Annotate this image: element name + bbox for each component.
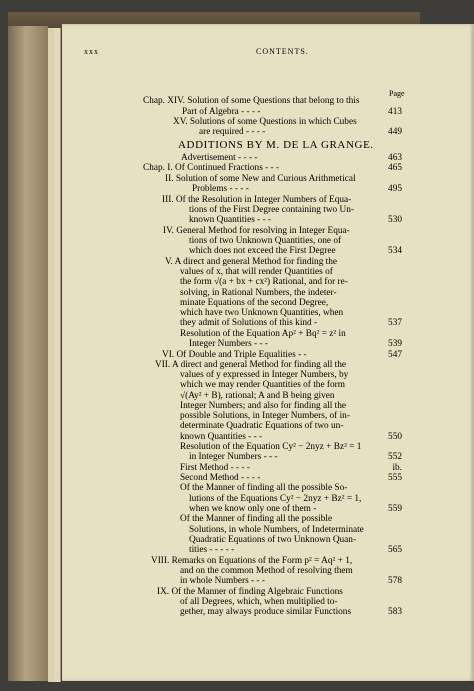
toc-page-number: 495 xyxy=(388,184,402,194)
toc-line: Problems - - - - xyxy=(192,184,249,194)
toc-line: solving, in Rational Numbers, the indeter- xyxy=(180,288,337,298)
toc-line: known Quantities - - - xyxy=(189,215,272,225)
toc-line: values of x, that will render Quantities of xyxy=(180,267,333,277)
toc-line: in whole Numbers - - - xyxy=(180,576,265,586)
toc-page-number: 578 xyxy=(388,576,402,586)
toc-line: √(Ay² + B), rational; A and B being given xyxy=(180,391,335,401)
running-title: CONTENTS. xyxy=(256,47,309,56)
page-number: xxx xyxy=(84,47,99,56)
toc-line: II. Solution of some New and Curious Arithmetical xyxy=(165,174,356,184)
toc-line: XV. Solutions of some Questions in which Cubes xyxy=(173,117,357,127)
toc-page-number: 583 xyxy=(388,607,402,617)
toc-line: when we know only one of them - xyxy=(189,504,317,514)
toc-page-number: 550 xyxy=(388,432,402,442)
toc-line: Part of Algebra - - - - xyxy=(182,107,261,117)
toc-line: Of the Manner of finding all the possible So- xyxy=(180,483,348,493)
toc-line: of all Degrees, which, when multiplied to- xyxy=(180,597,338,607)
toc-page-number: 559 xyxy=(388,504,402,514)
toc-line: and on the common Method of resolving them xyxy=(180,566,353,576)
toc-page-number: 413 xyxy=(388,107,402,117)
toc-page-number: ib. xyxy=(392,463,402,473)
toc-page-number: 465 xyxy=(388,163,402,173)
toc-line: VI. Of Double and Triple Equalities - - xyxy=(162,350,307,360)
toc-line: Integer Numbers; and also for finding all the xyxy=(180,401,347,411)
toc-line: Integer Numbers - - - xyxy=(189,339,268,349)
toc-line: values of y expressed in Integer Numbers, by xyxy=(180,370,349,380)
toc-line: gether, may always produce similar Functions xyxy=(180,607,352,617)
toc-line: are required - - - - xyxy=(199,127,266,137)
toc-line: tions of the First Degree containing two Un- xyxy=(189,205,354,215)
toc-line: minate Equations of the second Degree, xyxy=(180,298,329,308)
toc-line: possible Solutions, in Integer Numbers, of in- xyxy=(180,411,350,421)
toc-line: tions of two Unknown Quantities, one of xyxy=(189,236,342,246)
toc-line: Solutions, in whole Numbers, of Indeterminate xyxy=(189,525,364,535)
toc-line: VII. A direct and general Method for finding all the xyxy=(155,360,347,370)
section-title: ADDITIONS BY M. DE LA GRANGE. xyxy=(178,139,374,151)
toc-line: tities - - - - - xyxy=(189,545,235,555)
toc-page-number: 463 xyxy=(388,153,402,163)
toc-line: which does not exceed the First Degree xyxy=(189,246,336,256)
toc-line: IX. Of the Manner of finding Algebraic Functions xyxy=(157,587,343,597)
toc-page-number: 534 xyxy=(388,246,402,256)
toc-page-number: 547 xyxy=(388,350,402,360)
toc-line: IV. General Method for resolving in Integer Equa- xyxy=(163,226,350,236)
toc-line: lutions of the Equations Cy² − 2nyz + Bz² = 1, xyxy=(189,494,362,504)
toc-line: they admit of Solutions of this kind - xyxy=(180,318,318,328)
toc-line: known Quantities - - - xyxy=(180,432,263,442)
toc-line: Resolution of the Equation Cy² − 2nyz + Bz² = 1 xyxy=(180,442,362,452)
toc-line: Chap. I. Of Continued Fractions - - - xyxy=(143,163,280,173)
toc-page-number: 565 xyxy=(388,545,402,555)
toc-line: in Integer Numbers - - - xyxy=(189,452,278,462)
toc-line: Resolution of the Equation Ap² + Bq² = z² in xyxy=(180,329,346,339)
toc-line: VIII. Remarks on Equations of the Form p² = Aq² + 1, xyxy=(151,556,353,566)
toc-line: which have two Unknown Quantities, when xyxy=(180,308,344,318)
toc-line: which we may render Quantities of the form xyxy=(180,380,345,390)
toc-page-number: 530 xyxy=(388,215,402,225)
toc-line: III. Of the Resolution in Integer Numbers of Equa- xyxy=(162,195,352,205)
toc-page-number: 552 xyxy=(388,452,402,462)
page-column-label: Page xyxy=(389,89,405,98)
toc-line: Quadratic Equations of two Unknown Quan- xyxy=(189,535,357,545)
toc-page-number: 537 xyxy=(388,318,402,328)
toc-line: Advertisement - - - - xyxy=(181,153,258,163)
toc-page-number: 555 xyxy=(388,473,402,483)
toc-line: Second Method - - - - xyxy=(180,473,261,483)
toc-line: determinate Quadratic Equations of two un- xyxy=(180,421,344,431)
toc-page-number: 539 xyxy=(388,339,402,349)
toc-line: First Method - - - - xyxy=(180,463,250,473)
toc-line: Of the Manner of finding all the possible xyxy=(180,514,333,524)
toc-line: V. A direct and general Method for finding the xyxy=(165,257,338,267)
toc-line: the form √(a + bx + cx²) Rational, and for re- xyxy=(180,277,348,287)
toc-line: Chap. XIV. Solution of some Questions that belong to this xyxy=(143,96,360,106)
toc-page-number: 449 xyxy=(388,127,402,137)
